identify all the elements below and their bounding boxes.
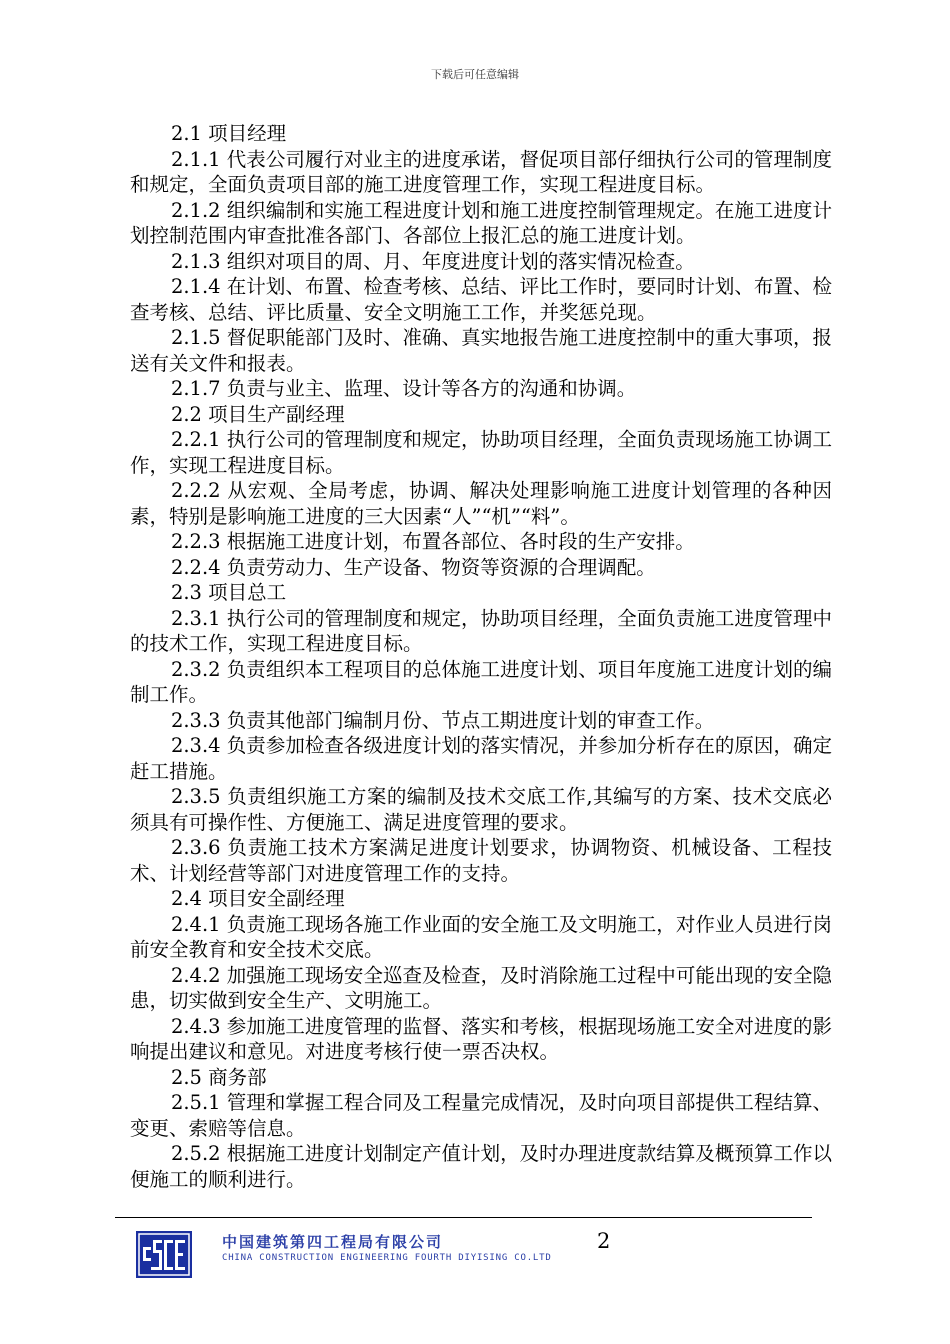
- paragraph-2-3-2: 2.3.2 负责组织本工程项目的总体施工进度计划、项目年度施工进度计划的编制工作。: [130, 657, 832, 706]
- heading-2-5: 2.5 商务部: [170, 1065, 267, 1089]
- page-number: 2: [597, 1229, 611, 1253]
- paragraph-2-5-1: 2.5.1 管理和掌握工程合同及工程量完成情况，及时向项目部提供工程结算、变更、索赔等信息。: [130, 1091, 832, 1140]
- paragraph-2-1-4: 2.1.4 在计划、布置、检查考核、总结、评比工作时，要同时计划、布置、检查考核、总结、评比质量、安全文明施工工作，并奖惩兑现。: [130, 275, 832, 324]
- paragraph-2-1-1: 2.1.1 代表公司履行对业主的进度承诺，督促项目部仔细执行公司的管理制度和规定，全面负责项目部的施工进度管理工作，实现工程进度目标。: [130, 147, 832, 196]
- paragraph-2-3-3: 2.3.3 负责其他部门编制月份、节点工期进度计划的审查工作。: [170, 708, 715, 732]
- paragraph-2-4-2: 2.4.2 加强施工现场安全巡查及检查，及时消除施工过程中可能出现的安全隐患，切实做到安全生产、文明施工。: [130, 963, 832, 1012]
- document-body: [130, 121, 832, 1192]
- header-note: 下载后可任意编辑: [431, 68, 519, 81]
- footer-company-name-en: CHINA CONSTRUCTION ENGINEERING FOURTH DIYISING CO.LTD: [222, 1253, 552, 1263]
- paragraph-2-3-6: 2.3.6 负责施工技术方案满足进度计划要求，协调物资、机械设备、工程技术、计划经营等部门对进度管理工作的支持。: [130, 836, 832, 885]
- paragraph-2-2-1: 2.2.1 执行公司的管理制度和规定，协助项目经理，全面负责现场施工协调工作，实现工程进度目标。: [130, 428, 832, 477]
- paragraph-2-2-4: 2.2.4 负责劳动力、生产设备、物资等资源的合理调配。: [170, 555, 656, 579]
- paragraph-2-4-1: 2.4.1 负责施工现场各施工作业面的安全施工及文明施工，对作业人员进行岗前安全教育和安全技术交底。: [130, 912, 832, 961]
- heading-2-1: 2.1 项目经理: [170, 122, 287, 145]
- heading-2-3: 2.3 项目总工: [170, 581, 287, 604]
- footer-divider: [115, 1217, 812, 1218]
- paragraph-2-3-1: 2.3.1 执行公司的管理制度和规定，协助项目经理，全面负责施工进度管理中的技术工作，实现工程进度目标。: [130, 606, 832, 655]
- paragraph-2-3-5: 2.3.5 负责组织施工方案的编制及技术交底工作,其编写的方案、技术交底必须具有可操作性、方便施工、满足进度管理的要求。: [130, 785, 832, 834]
- paragraph-2-2-2: 2.2.2 从宏观、全局考虑，协调、解决处理影响施工进度计划管理的各种因素，特别是影响施工进度的三大因素“人”“机”“料”。: [130, 479, 832, 528]
- company-logo-icon: [136, 1231, 192, 1278]
- heading-2-2: 2.2 项目生产副经理: [170, 402, 345, 426]
- paragraph-2-4-3: 2.4.3 参加施工进度管理的监督、落实和考核，根据现场施工安全对进度的影响提出建议和意见。对进度考核行使一票否决权。: [130, 1014, 832, 1063]
- company-logo: [136, 1231, 192, 1278]
- footer-company-name-cn: 中国建筑第四工程局有限公司: [222, 1233, 444, 1251]
- paragraph-2-2-3: 2.2.3 根据施工进度计划，布置各部位、各时段的生产安排。: [170, 530, 695, 553]
- paragraph-2-5-2: 2.5.2 根据施工进度计划制定产值计划，及时办理进度款结算及概预算工作以便施工的顺利进行。: [130, 1142, 832, 1191]
- paragraph-2-1-5: 2.1.5 督促职能部门及时、准确、真实地报告施工进度控制中的重大事项，报送有关文件和报表。: [130, 326, 832, 375]
- paragraph-2-1-2: 2.1.2 组织编制和实施工程进度计划和施工进度控制管理规定。在施工进度计划控制范围内审查批准各部门、各部位上报汇总的施工进度计划。: [130, 198, 832, 247]
- heading-2-4: 2.4 项目安全副经理: [170, 887, 345, 910]
- paragraph-2-3-4: 2.3.4 负责参加检查各级进度计划的落实情况，并参加分析存在的原因，确定赶工措施。: [130, 734, 832, 783]
- paragraph-2-1-3: 2.1.3 组织对项目的周、月、年度进度计划的落实情况检查。: [170, 249, 695, 273]
- paragraph-2-1-7: 2.1.7 负责与业主、监理、设计等各方的沟通和协调。: [170, 377, 637, 400]
